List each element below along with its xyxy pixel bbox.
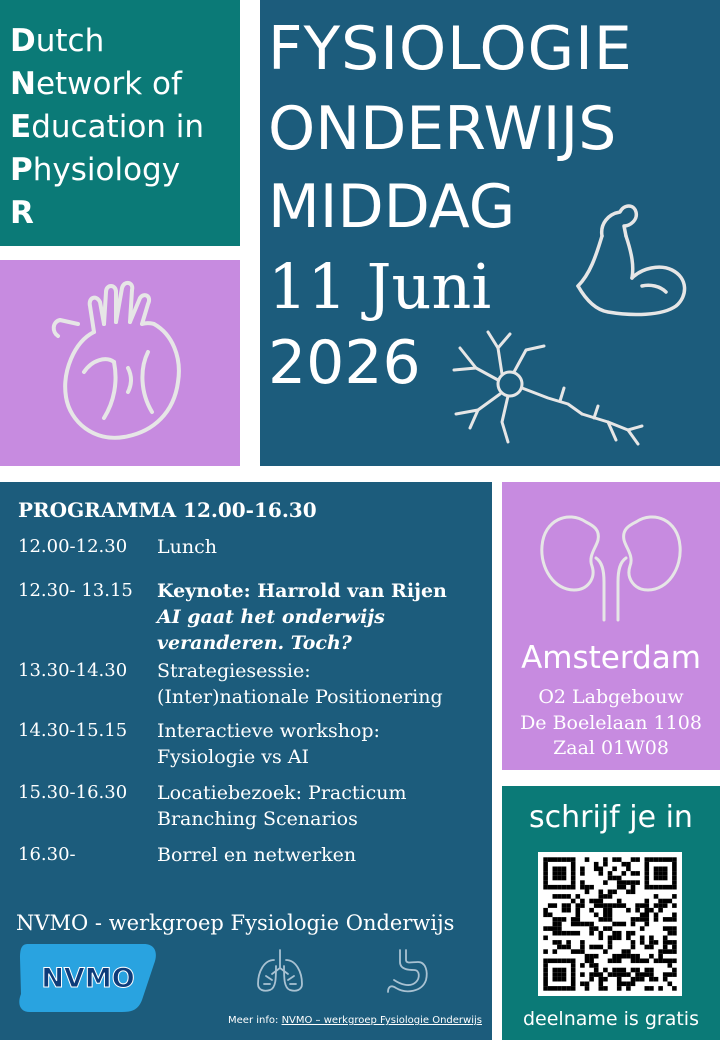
programme-description (157, 718, 487, 770)
programme-description (157, 658, 487, 710)
kidneys-icon (538, 512, 684, 622)
title-line-1: FYSIOLOGIE (268, 14, 633, 84)
programme-description-line: Interactieve workshop: (157, 720, 380, 742)
network-word-rest: ducation in (31, 109, 205, 145)
programme-time: 15.30-16.30 (18, 782, 128, 803)
network-initial: N (10, 66, 36, 102)
network-name-line (10, 106, 240, 149)
network-word-rest: hysiology (32, 152, 181, 188)
network-initial: P (10, 152, 33, 188)
event-date: 11 Juni (268, 250, 492, 323)
more-info-line (228, 1015, 482, 1026)
programme-heading: PROGRAMMA 12.00-16.30 (18, 498, 317, 522)
programme-description-line: Keynote: Harrold van Rijen (157, 580, 447, 602)
location-room: Zaal 01W08 (553, 737, 669, 759)
programme-time: 12.00-12.30 (18, 536, 128, 557)
qr-code[interactable] (538, 852, 682, 996)
more-info-link[interactable]: NVMO – werkgroep Fysiologie Onderwijs (281, 1015, 482, 1026)
programme-description (157, 842, 487, 868)
network-name-line (10, 192, 240, 235)
location-street: De Boelelaan 1108 (520, 712, 702, 734)
programme-description (157, 534, 487, 560)
location-building: O2 Labgebouw (538, 686, 684, 708)
lungs-icon (256, 948, 304, 994)
network-name-line (10, 149, 240, 192)
free-participation: deelname is gratis (522, 1008, 699, 1030)
stomach-icon (386, 948, 430, 994)
network-name-line (10, 63, 240, 106)
programme-time: 13.30-14.30 (18, 660, 128, 681)
more-info-label: Meer info: (228, 1015, 279, 1026)
programme-description-line: (Inter)nationale Positionering (157, 686, 443, 708)
network-initial: D (10, 23, 36, 59)
programme-time: 16.30- (18, 844, 76, 865)
heart-panel (0, 260, 240, 466)
network-name-line (10, 20, 240, 63)
programme-time: 12.30- 13.15 (18, 580, 133, 601)
register-title: schrijf je in (529, 800, 693, 835)
title-line-2: ONDERWIJS (268, 94, 617, 164)
heart-icon (44, 272, 194, 452)
programme-description-line: Locatiebezoek: Practicum (157, 782, 407, 804)
network-name-panel (0, 0, 240, 246)
programme-description-line: Fysiologie vs AI (157, 746, 309, 768)
programme-panel (0, 482, 492, 1040)
event-year: 2026 (268, 328, 421, 398)
title-panel (260, 0, 720, 466)
network-initial: R (10, 195, 34, 231)
programme-description (157, 578, 487, 656)
network-word-rest: etwork of (35, 66, 182, 102)
working-group-name: NVMO - werkgroep Fysiologie Onderwijs (16, 911, 455, 935)
location-panel (502, 482, 720, 770)
nvmo-logo (18, 938, 158, 1014)
programme-description-line: Strategiesessie: (157, 660, 311, 682)
register-panel (502, 786, 720, 1040)
programme-description-line: veranderen. Toch? (157, 632, 352, 654)
network-word-rest: utch (35, 23, 105, 59)
flexed-arm-icon (572, 196, 692, 326)
network-initial: E (10, 109, 32, 145)
neuron-icon (448, 318, 648, 458)
programme-description (157, 780, 487, 832)
programme-description-line: Borrel en netwerken (157, 844, 357, 866)
programme-description-line: Branching Scenarios (157, 808, 358, 830)
programme-description-line: AI gaat het onderwijs (157, 606, 385, 628)
programme-description-line: Lunch (157, 536, 217, 558)
location-city: Amsterdam (521, 640, 701, 676)
title-line-3: MIDDAG (268, 172, 516, 242)
nvmo-logo-text: NVMO (41, 963, 135, 994)
programme-time: 14.30-15.15 (18, 720, 128, 741)
